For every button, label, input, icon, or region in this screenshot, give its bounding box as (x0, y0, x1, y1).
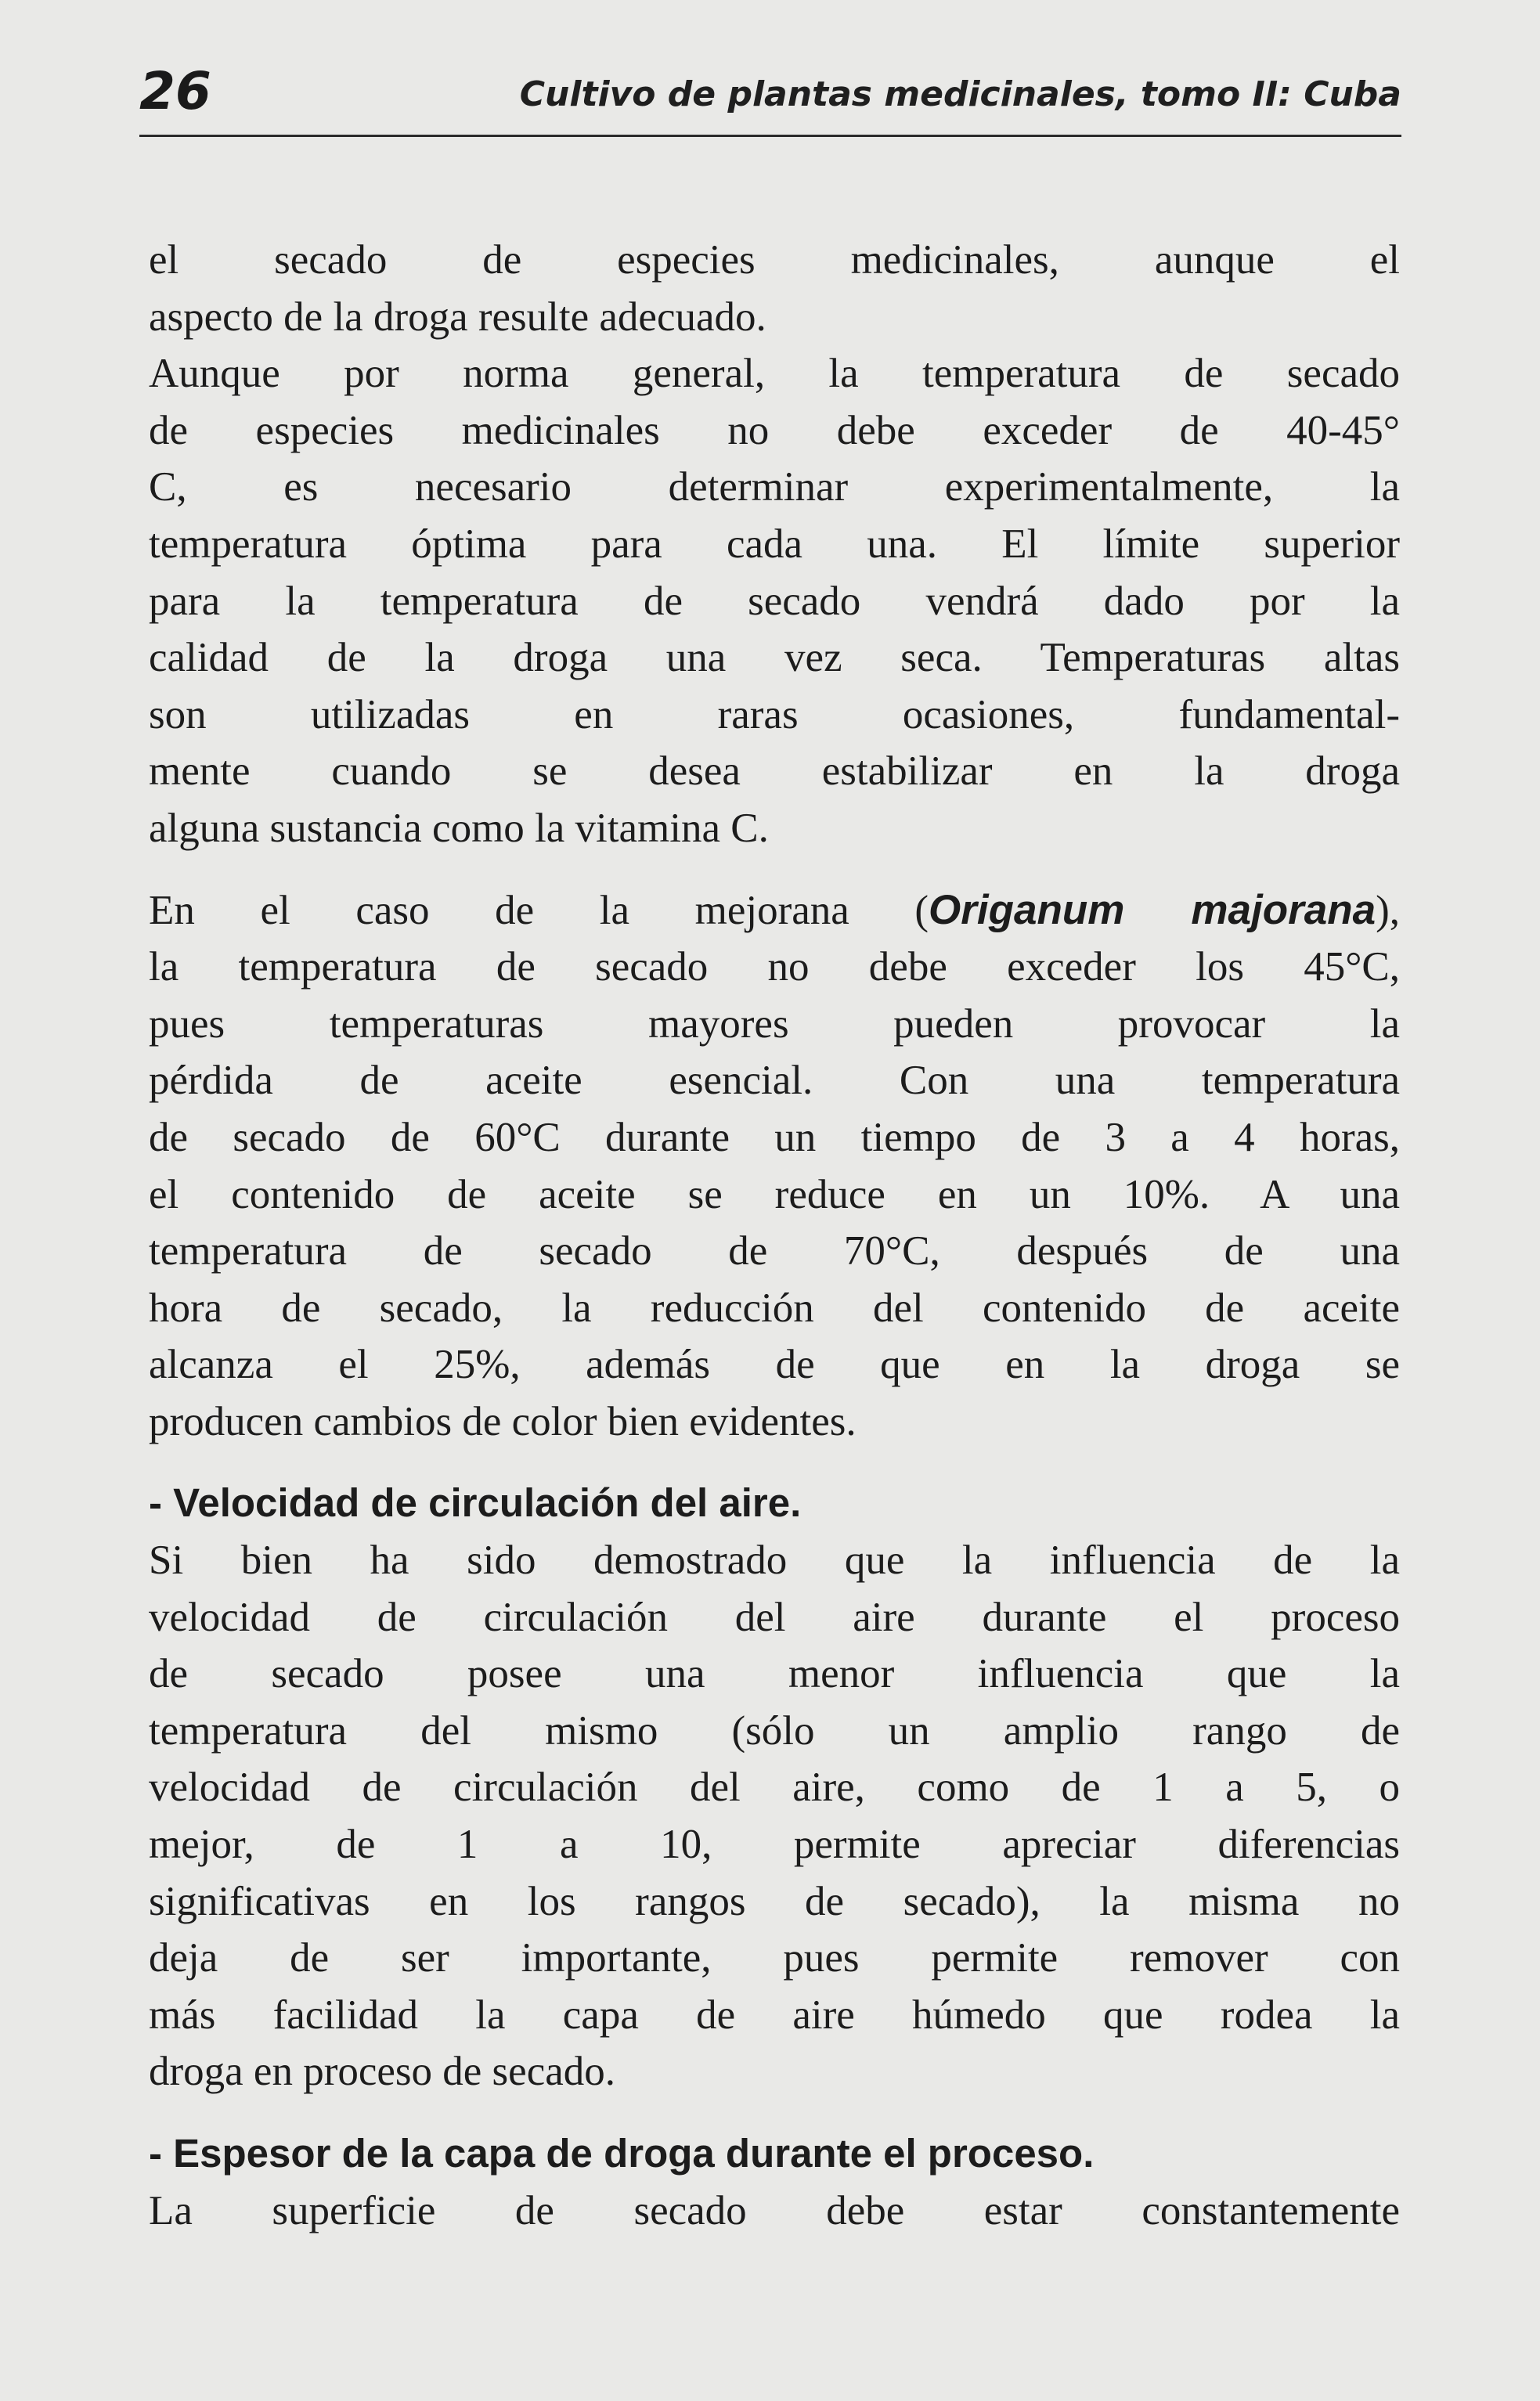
text-line: droga en proceso de secado. (149, 2049, 615, 2095)
page-number: 26 (139, 61, 211, 121)
text-line: de secado de 60°C durante un tiempo de 3 a 4 horas, (149, 1114, 1400, 1160)
text-line: aspecto de la droga resulte adecuado. (149, 294, 766, 340)
paragraph-1 (149, 232, 1400, 345)
text-line: hora de secado, la reducción del contenido de aceite (149, 1285, 1400, 1331)
text-line: alguna sustancia como la vitamina C. (149, 805, 769, 851)
text-line: para la temperatura de secado vendrá dado por la (149, 578, 1400, 624)
section-heading-air-velocity: - Velocidad de circulación del aire. (149, 1480, 802, 1526)
text-line: deja de ser importante, pues permite remover con (149, 1935, 1400, 1981)
text-line: el contenido de aceite se reduce en un 10%. A una (149, 1171, 1400, 1217)
text-line: alcanza el 25%, además de que en la droga se (149, 1342, 1400, 1388)
text-line: velocidad de circulación del aire durante el proceso (149, 1594, 1400, 1640)
text-line: Aunque por norma general, la temperatura de secado (149, 351, 1400, 397)
paragraph-2 (149, 345, 1400, 856)
text-line: más facilidad la capa de aire húmedo que rodea la (149, 1992, 1400, 2038)
text-line: mejor, de 1 a 10, permite apreciar diferencias (149, 1822, 1400, 1868)
paragraph-gap (149, 857, 1400, 882)
text-line: mente cuando se desea estabilizar en la droga (149, 748, 1400, 795)
text-line: producen cambios de color bien evidentes. (149, 1398, 857, 1444)
text-line: son utilizadas en raras ocasiones, fundamental- (149, 691, 1400, 737)
text-line: temperatura óptima para cada una. El límite superior (149, 521, 1400, 567)
text-line: el secado de especies medicinales, aunque el (149, 237, 1400, 283)
text-line: pérdida de aceite esencial. Con una temperatura (149, 1058, 1400, 1104)
text-line (149, 882, 1400, 939)
running-title: Cultivo de plantas medicinales, tomo II: Cuba (519, 74, 1401, 114)
text-fragment: ), (1376, 887, 1400, 933)
text-line: C, es necesario determinar experimentalmente, la (149, 464, 1400, 510)
text-line: temperatura del mismo (sólo un amplio rango de (149, 1707, 1400, 1754)
paragraph-4 (149, 1532, 1400, 2100)
section-heading-layer-thickness: - Espesor de la capa de droga durante el proceso. (149, 2131, 1095, 2176)
body-text (149, 232, 1400, 2239)
text-fragment: En el caso de la mejorana ( (149, 887, 929, 933)
paragraph-gap (149, 2100, 1400, 2125)
species-name: Origanum majorana (929, 886, 1376, 933)
text-line: La superficie de secado debe estar constantemente (149, 2187, 1400, 2233)
paragraph-3 (149, 882, 1400, 1451)
text-line: de secado posee una menor influencia que la (149, 1651, 1400, 1697)
text-line: de especies medicinales no debe exceder de 40-45° (149, 407, 1400, 453)
text-line: la temperatura de secado no debe exceder los 45°C, (149, 944, 1400, 990)
text-line: temperatura de secado de 70°C, después de una (149, 1228, 1400, 1274)
text-line: velocidad de circulación del aire, como de 1 a 5, o (149, 1765, 1400, 1811)
paragraph-5 (149, 2183, 1400, 2240)
text-line: calidad de la droga una vez seca. Temperaturas altas (149, 635, 1400, 681)
text-line: pues temperaturas mayores pueden provocar la (149, 1000, 1400, 1047)
text-line: Si bien ha sido demostrado que la influencia de la (149, 1538, 1400, 1584)
paragraph-gap (149, 1450, 1400, 1475)
header-rule (139, 135, 1401, 137)
text-line: significativas en los rangos de secado), la misma no (149, 1878, 1400, 1924)
page-header (139, 56, 1401, 142)
